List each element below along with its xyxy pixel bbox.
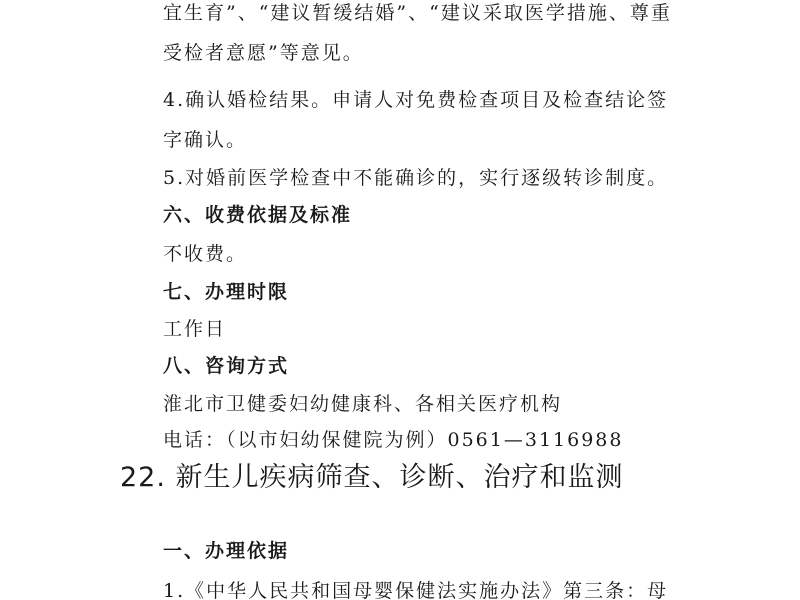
fee-heading: 六、收费依据及标准 xyxy=(163,204,353,226)
contact-heading: 八、咨询方式 xyxy=(163,355,290,377)
basis-item: 1.《中华人民共和国母婴保健法实施办法》第三条：母 xyxy=(163,580,669,600)
basis-heading: 一、办理依据 xyxy=(163,540,290,562)
section-title: 22. 新生儿疾病筛查、诊断、治疗和监测 xyxy=(120,462,624,493)
contact-org: 淮北市卫健委妇幼健康科、各相关医疗机构 xyxy=(163,393,563,415)
fee-text: 不收费。 xyxy=(163,243,248,265)
body-text-line: 5.对婚前医学检查中不能确诊的，实行逐级转诊制度。 xyxy=(163,167,669,189)
time-text: 工作日 xyxy=(163,318,227,340)
contact-phone: 电话：（以市妇幼保健院为例）0561—3116988 xyxy=(163,429,624,451)
body-text-line: 宜生育”、“建议暂缓结婚”、“建议采取医学措施、尊重 xyxy=(163,2,672,24)
body-text-line: 4.确认婚检结果。申请人对免费检查项目及检查结论签 xyxy=(163,89,669,111)
body-text-line: 字确认。 xyxy=(163,129,248,151)
body-text-line: 受检者意愿”等意见。 xyxy=(163,42,364,64)
time-heading: 七、办理时限 xyxy=(163,281,290,303)
